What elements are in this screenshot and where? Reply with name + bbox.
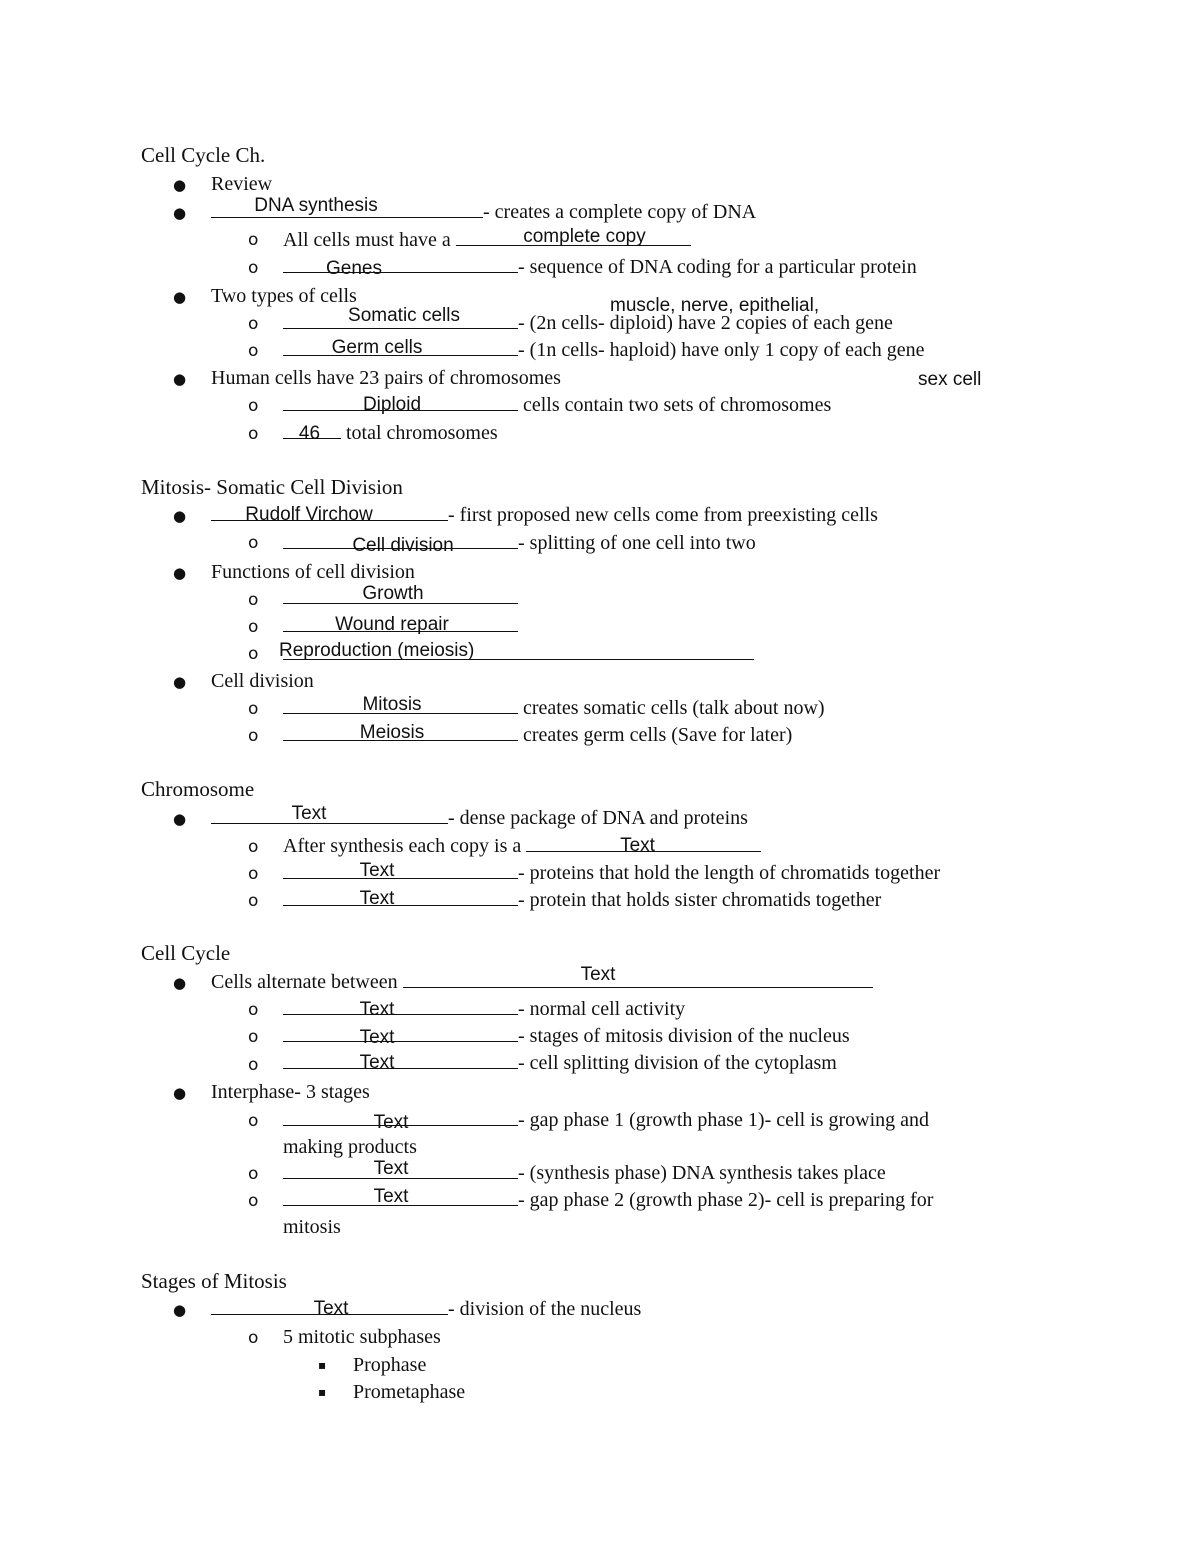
alternate-answer: Text [580, 964, 616, 985]
bullet-marker: ● [173, 370, 187, 388]
interphase-def-desc: - normal cell activity [518, 998, 686, 1020]
circle-marker: o [248, 1111, 259, 1131]
bullet-marker: ● [173, 204, 187, 222]
germ-desc: - (1n cells- haploid) have only 1 copy of each gene [518, 339, 925, 361]
circle-marker: o [248, 1000, 259, 1020]
mitosis-desc: creates somatic cells (talk about now) [523, 697, 825, 719]
after-synthesis-answer: Text [620, 835, 655, 856]
s-phase-answer: Text [373, 1158, 409, 1179]
bullet-marker: ● [173, 1301, 187, 1319]
circle-marker: o [248, 864, 259, 884]
cell-division-answer: Cell division [352, 535, 454, 556]
circle-marker: o [248, 1191, 259, 1211]
circle-marker: o [248, 396, 259, 416]
circle-marker: o [248, 1328, 259, 1348]
centromere-answer: Text [359, 888, 395, 909]
circle-marker: o [248, 837, 259, 857]
functions-item: Functions of cell division [211, 561, 415, 583]
circle-marker: o [248, 1027, 259, 1047]
g2-desc: - gap phase 2 (growth phase 2)- cell is preparing for [518, 1189, 934, 1211]
bullet-marker: ● [173, 1084, 187, 1102]
virchow-desc: - first proposed new cells come from preexisting cells [448, 504, 878, 526]
section-heading-cell-cycle: Cell Cycle [141, 941, 231, 965]
bullet-marker: ● [173, 507, 187, 525]
somatic-answer: Somatic cells [348, 305, 460, 326]
circle-marker: o [248, 314, 259, 334]
circle-marker: o [248, 424, 259, 444]
cell-division-desc: - splitting of one cell into two [518, 532, 756, 554]
somatic-note: muscle, nerve, epithelial, [610, 295, 820, 316]
prometaphase-item: Prometaphase [353, 1381, 466, 1403]
circle-marker: o [248, 230, 259, 250]
chromosome-answer: Text [291, 803, 327, 824]
circle-marker: o [248, 891, 259, 911]
circle-marker: o [248, 1055, 259, 1075]
somatic-desc: - (2n cells- diploid) have 2 copies of each gene [518, 312, 893, 334]
nucleus-division-desc: - division of the nucleus [448, 1298, 642, 1320]
circle-marker: o [248, 1164, 259, 1184]
mitosis-answer: Mitosis [362, 694, 422, 715]
circle-marker: o [248, 617, 259, 637]
bullet-marker: ● [173, 176, 187, 194]
bullet-marker: ● [173, 974, 187, 992]
interphase-stages-item: Interphase- 3 stages [211, 1081, 370, 1103]
meiosis-answer: Meiosis [359, 722, 425, 743]
g2-answer: Text [373, 1186, 409, 1207]
g1-answer: Text [373, 1112, 409, 1133]
complete-copy-answer: complete copy [523, 226, 646, 247]
wound-answer: Wound repair [335, 614, 449, 635]
section-heading-chromosome: Chromosome [141, 777, 255, 801]
diploid-answer: Diploid [362, 394, 422, 415]
bullet-marker: ● [173, 810, 187, 828]
two-types-item: Two types of cells [211, 285, 357, 307]
dna-synthesis-desc: - creates a complete copy of DNA [483, 201, 757, 223]
square-marker: ▪ [318, 1385, 327, 1399]
bullet-marker: ● [173, 564, 187, 582]
circle-marker: o [248, 726, 259, 746]
circle-marker: o [248, 699, 259, 719]
prophase-item: Prophase [353, 1354, 427, 1376]
nucleus-division-answer: Text [313, 1298, 349, 1319]
growth-answer: Growth [362, 583, 424, 604]
diploid-desc: cells contain two sets of chromosomes [523, 394, 832, 416]
reproduction-answer: Reproduction (meiosis) [279, 640, 475, 661]
circle-marker: o [248, 644, 259, 664]
cell-division-item: Cell division [211, 670, 314, 692]
interphase-def-answer: Text [359, 999, 395, 1020]
germ-note: sex cell [918, 369, 982, 390]
s-phase-desc: - (synthesis phase) DNA synthesis takes place [518, 1162, 886, 1184]
human-cells-item: Human cells have 23 pairs of chromosomes [211, 367, 561, 389]
genes-desc: - sequence of DNA coding for a particular protein [518, 256, 917, 278]
virchow-answer: Rudolf Virchow [245, 504, 373, 525]
genes-answer: Genes [326, 258, 382, 279]
total-chromosomes-desc: total chromosomes [346, 422, 498, 444]
g1-continuation: making products [283, 1136, 417, 1158]
section-heading-mitosis: Mitosis- Somatic Cell Division [141, 475, 403, 499]
chromosome-desc: - dense package of DNA and proteins [448, 807, 748, 829]
bullet-marker: ● [173, 673, 187, 691]
alternate-text: Cells alternate between [211, 971, 398, 993]
mitosis-def-desc: - stages of mitosis division of the nucleus [518, 1025, 850, 1047]
cohesin-answer: Text [359, 860, 395, 881]
total-answer: 46 [298, 423, 321, 444]
square-marker: ▪ [318, 1358, 327, 1372]
after-synthesis-text: After synthesis each copy is a [283, 835, 522, 857]
section-heading-cell-cycle-ch: Cell Cycle Ch. [141, 143, 266, 167]
bullet-marker: ● [173, 288, 187, 306]
circle-marker: o [248, 590, 259, 610]
circle-marker: o [248, 341, 259, 361]
all-cells-text: All cells must have a [283, 229, 451, 251]
subphases-item: 5 mitotic subphases [283, 1326, 441, 1348]
germ-answer: Germ cells [331, 337, 423, 358]
g2-continuation: mitosis [283, 1216, 341, 1238]
dna-synthesis-answer: DNA synthesis [254, 195, 378, 216]
centromere-desc: - protein that holds sister chromatids together [518, 889, 882, 911]
cytokinesis-def-desc: - cell splitting division of the cytoplasm [518, 1052, 837, 1074]
cohesin-desc: - proteins that hold the length of chromatids together [518, 862, 941, 884]
meiosis-desc: creates germ cells (Save for later) [523, 724, 793, 746]
g1-desc: - gap phase 1 (growth phase 1)- cell is growing and [518, 1109, 929, 1131]
circle-marker: o [248, 533, 259, 553]
cytokinesis-def-answer: Text [359, 1052, 395, 1073]
mitosis-def-answer: Text [359, 1027, 395, 1048]
section-heading-stages-of-mitosis: Stages of Mitosis [141, 1269, 287, 1293]
review-item: Review [211, 173, 273, 195]
circle-marker: o [248, 258, 259, 278]
